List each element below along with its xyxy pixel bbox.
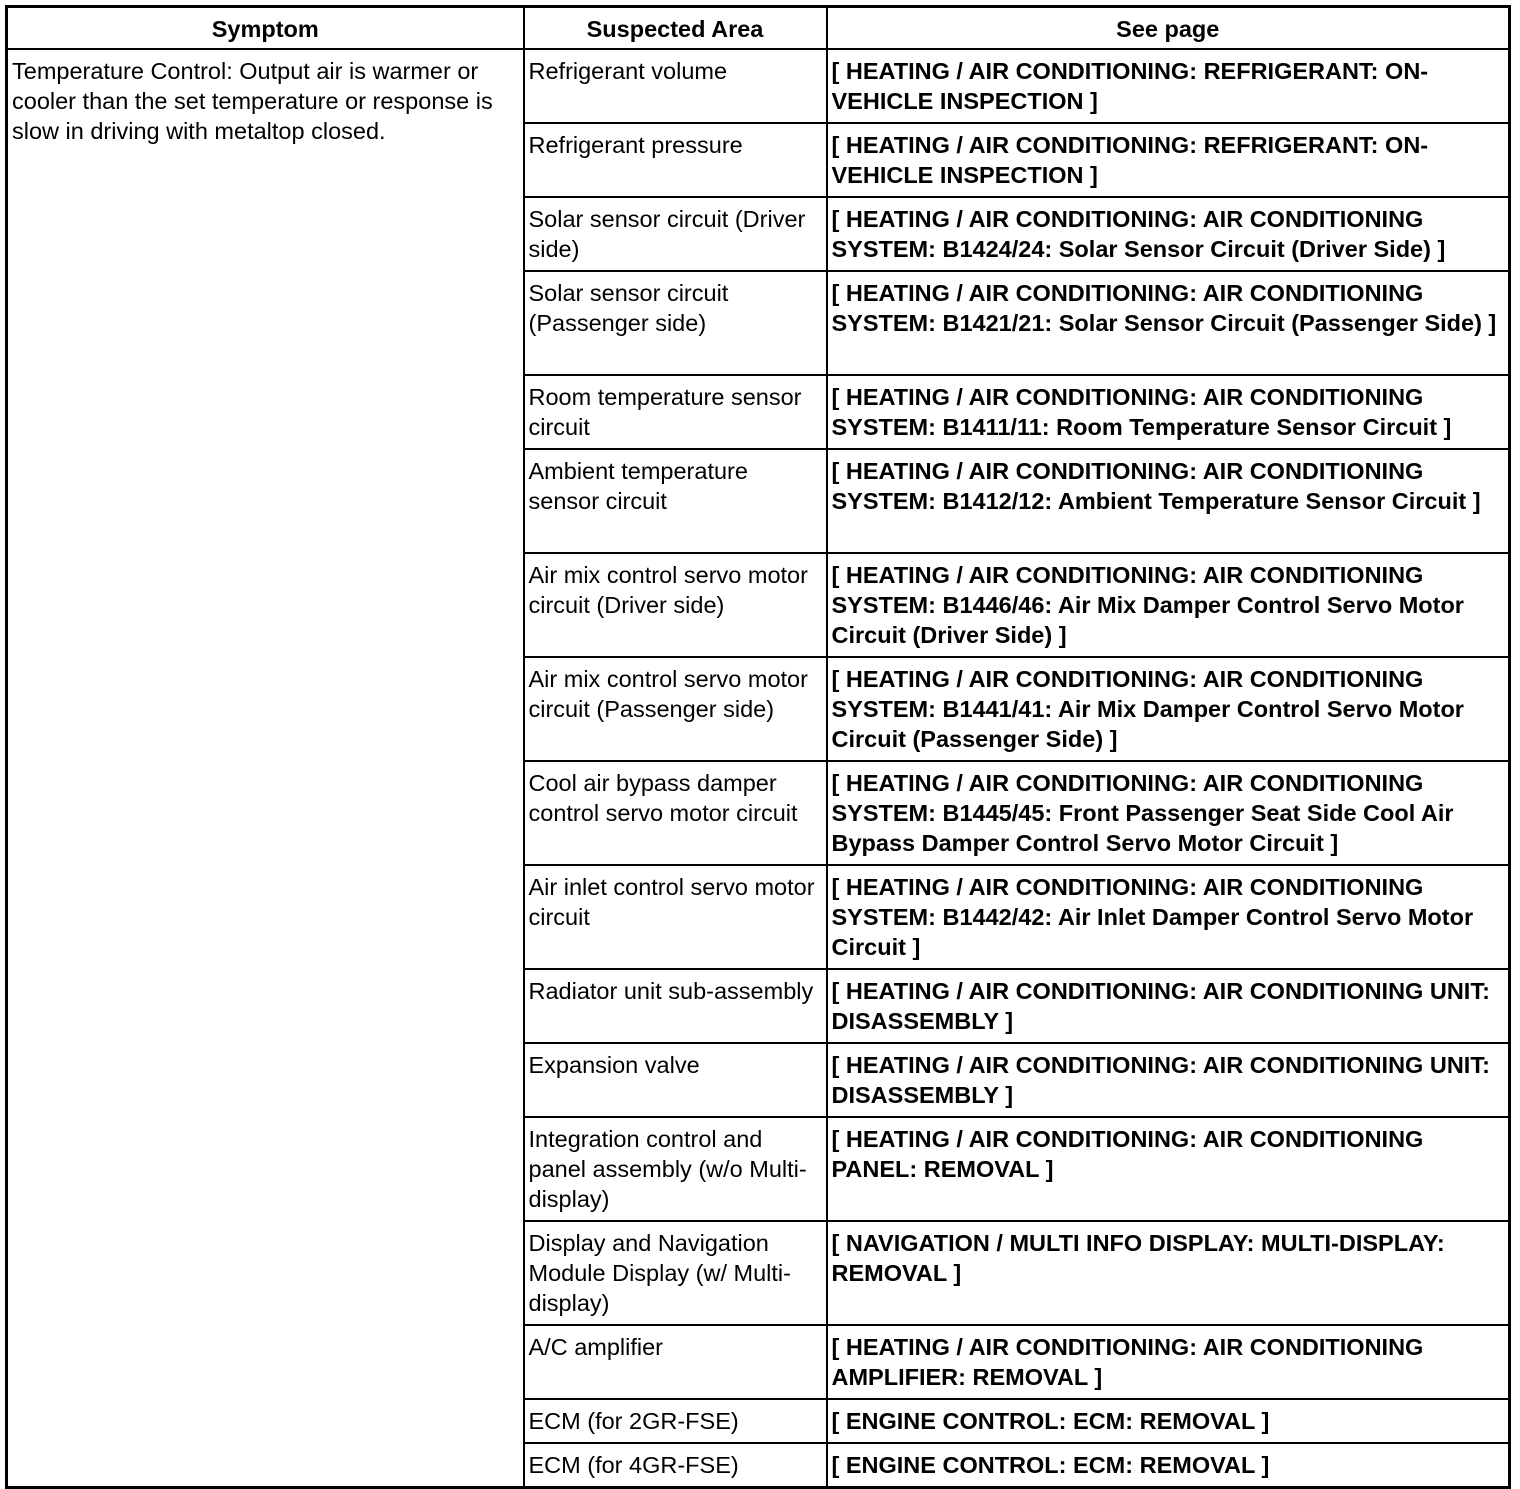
suspected-area-cell: Display and Navigation Module Display (w/ Multi-display) (524, 1221, 827, 1325)
suspected-area-cell: Air mix control servo motor circuit (Driver side) (524, 553, 827, 657)
see-page-link[interactable]: [ HEATING / AIR CONDITIONING: AIR CONDITIONING SYSTEM: B1445/45: Front Passenger Seat Side Cool Air Bypass Damper Control Servo Motor Circuit ] (827, 761, 1510, 865)
see-page-link[interactable]: [ HEATING / AIR CONDITIONING: AIR CONDITIONING SYSTEM: B1441/41: Air Mix Damper Control Servo Motor Circuit (Passenger Side) ] (827, 657, 1510, 761)
see-page-link[interactable]: [ HEATING / AIR CONDITIONING: AIR CONDITIONING SYSTEM: B1412/12: Ambient Temperature Sensor Circuit ] (827, 449, 1510, 553)
suspected-area-cell: Room temperature sensor circuit (524, 375, 827, 449)
suspected-area-cell: Solar sensor circuit (Passenger side) (524, 271, 827, 375)
header-see-page: See page (827, 7, 1510, 50)
suspected-area-cell: Ambient temperature sensor circuit (524, 449, 827, 553)
troubleshooting-table (5, 5, 1511, 1489)
header-suspected-area: Suspected Area (524, 7, 827, 50)
symptom-cell: Temperature Control: Output air is warmer or cooler than the set temperature or response is slow in driving with metaltop closed. (7, 49, 524, 1488)
header-symptom: Symptom (7, 7, 524, 50)
see-page-link[interactable]: [ NAVIGATION / MULTI INFO DISPLAY: MULTI-DISPLAY: REMOVAL ] (827, 1221, 1510, 1325)
table-row (7, 49, 1510, 123)
see-page-link[interactable]: [ HEATING / AIR CONDITIONING: AIR CONDITIONING PANEL: REMOVAL ] (827, 1117, 1510, 1221)
see-page-link[interactable]: [ HEATING / AIR CONDITIONING: AIR CONDITIONING UNIT: DISASSEMBLY ] (827, 969, 1510, 1043)
suspected-area-cell: Air inlet control servo motor circuit (524, 865, 827, 969)
see-page-link[interactable]: [ HEATING / AIR CONDITIONING: AIR CONDITIONING UNIT: DISASSEMBLY ] (827, 1043, 1510, 1117)
suspected-area-cell: ECM (for 4GR-FSE) (524, 1443, 827, 1488)
suspected-area-cell: Expansion valve (524, 1043, 827, 1117)
see-page-link[interactable]: [ HEATING / AIR CONDITIONING: AIR CONDITIONING SYSTEM: B1424/24: Solar Sensor Circuit (Driver Side) ] (827, 197, 1510, 271)
see-page-link[interactable]: [ HEATING / AIR CONDITIONING: AIR CONDITIONING SYSTEM: B1421/21: Solar Sensor Circuit (Passenger Side) ] (827, 271, 1510, 375)
suspected-area-cell: ECM (for 2GR-FSE) (524, 1399, 827, 1443)
see-page-link[interactable]: [ HEATING / AIR CONDITIONING: AIR CONDITIONING AMPLIFIER: REMOVAL ] (827, 1325, 1510, 1399)
suspected-area-cell: Cool air bypass damper control servo motor circuit (524, 761, 827, 865)
header-row (7, 7, 1510, 50)
suspected-area-cell: Refrigerant volume (524, 49, 827, 123)
see-page-link[interactable]: [ ENGINE CONTROL: ECM: REMOVAL ] (827, 1443, 1510, 1488)
suspected-area-cell: Radiator unit sub-assembly (524, 969, 827, 1043)
see-page-link[interactable]: [ HEATING / AIR CONDITIONING: REFRIGERANT: ON-VEHICLE INSPECTION ] (827, 123, 1510, 197)
see-page-link[interactable]: [ HEATING / AIR CONDITIONING: AIR CONDITIONING SYSTEM: B1446/46: Air Mix Damper Control Servo Motor Circuit (Driver Side) ] (827, 553, 1510, 657)
see-page-link[interactable]: [ HEATING / AIR CONDITIONING: AIR CONDITIONING SYSTEM: B1442/42: Air Inlet Damper Control Servo Motor Circuit ] (827, 865, 1510, 969)
see-page-link[interactable]: [ HEATING / AIR CONDITIONING: REFRIGERANT: ON-VEHICLE INSPECTION ] (827, 49, 1510, 123)
see-page-link[interactable]: [ ENGINE CONTROL: ECM: REMOVAL ] (827, 1399, 1510, 1443)
suspected-area-cell: Refrigerant pressure (524, 123, 827, 197)
suspected-area-cell: Solar sensor circuit (Driver side) (524, 197, 827, 271)
suspected-area-cell: A/C amplifier (524, 1325, 827, 1399)
suspected-area-cell: Air mix control servo motor circuit (Passenger side) (524, 657, 827, 761)
see-page-link[interactable]: [ HEATING / AIR CONDITIONING: AIR CONDITIONING SYSTEM: B1411/11: Room Temperature Sensor Circuit ] (827, 375, 1510, 449)
suspected-area-cell: Integration control and panel assembly (w/o Multi-display) (524, 1117, 827, 1221)
